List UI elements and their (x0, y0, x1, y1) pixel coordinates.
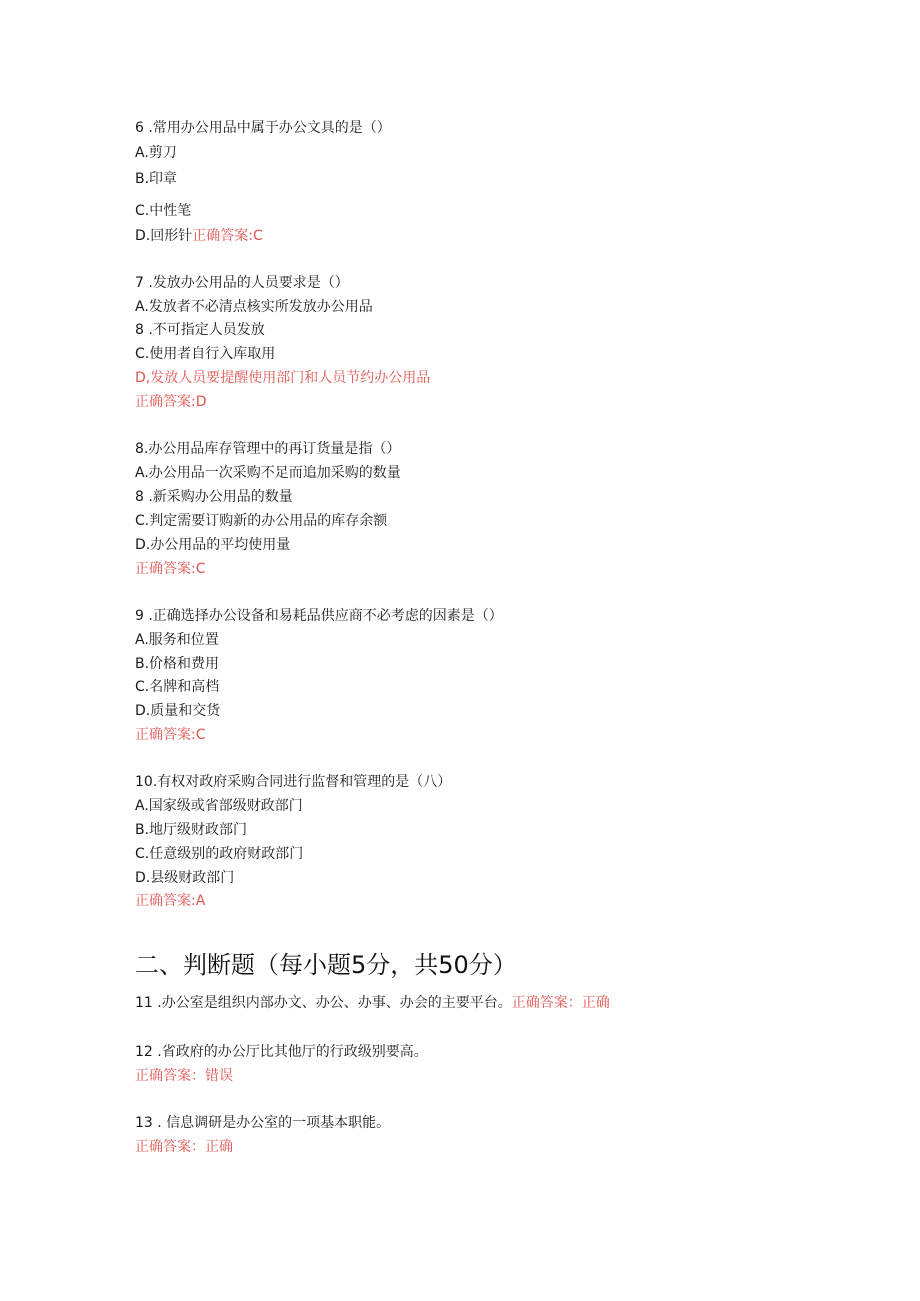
q7-option-b: 8 .不可指定人员发放 (135, 322, 265, 338)
q9-stem: 9 .正确选择办公设备和易耗品供应商不必考虑的因素是（） (135, 608, 503, 624)
q7-option-d: D,发放人员要提醒使用部门和人员节约办公用品 (135, 370, 431, 386)
q13-stem: 13 . 信息调研是办公室的一项基本职能。 (135, 1115, 391, 1131)
q12-stem: 12 .省政府的办公厅比其他厅的行政级别要高。 (135, 1044, 428, 1060)
q10-option-c: C.任意级别的政府财政部门 (135, 846, 304, 862)
q9-option-a: A.服务和位置 (135, 632, 219, 648)
q6-option-c: C.中性笔 (135, 203, 192, 219)
q9-option-c: C.名牌和高档 (135, 679, 220, 695)
q13-answer: 正确答案：正确 (135, 1139, 233, 1155)
q10-answer: 正确答案:A (135, 893, 206, 909)
q8-option-a: A.办公用品一次采购不足而追加采购的数量 (135, 465, 401, 481)
q8-option-c: C.判定需要订购新的办公用品的库存余额 (135, 513, 388, 529)
q8-option-d: D.办公用品的平均使用量 (135, 537, 291, 553)
q7-option-c: C.使用者自行入库取用 (135, 346, 276, 362)
q6-option-d: D.回形针 (135, 228, 193, 244)
q7-answer: 正确答案:D (135, 394, 207, 410)
q9-option-d: D.质量和交货 (135, 703, 221, 719)
q10-stem: 10.有权对政府采购合同进行监督和管理的是（八） (135, 774, 452, 790)
q8-stem: 8.办公用品库存管理中的再订货量是指（） (135, 441, 401, 457)
section-heading: 二、判断题（每小题5分，共50分） (135, 951, 517, 979)
q11-answer: 正确答案：正确 (511, 995, 610, 1011)
q9-answer: 正确答案:C (135, 727, 206, 743)
q6-answer: 正确答案:C (192, 228, 263, 244)
q10-option-d: D.县级财政部门 (135, 870, 235, 886)
q6-stem: 6 .常用办公用品中属于办公文具的是（） (135, 120, 391, 136)
q11-stem: 11 .办公室是组织内部办文、办公、办事、办会的主要平台。 (135, 995, 512, 1011)
q9-option-b: B.价格和费用 (135, 656, 220, 672)
q12-answer: 正确答案：错误 (135, 1068, 233, 1084)
q10-option-a: A.国家级或省部级财政部门 (135, 798, 303, 814)
q6-option-b: B.印章 (135, 171, 178, 187)
q6-option-a: A.剪刀 (135, 145, 177, 161)
q7-stem: 7 .发放办公用品的人员要求是（） (135, 275, 349, 291)
q11-row (135, 993, 610, 1013)
q8-answer: 正确答案:C (135, 561, 206, 577)
q10-option-b: B.地厅级财政部门 (135, 822, 248, 838)
q6-option-d-row (135, 226, 263, 246)
q8-option-b: 8 .新采购办公用品的数量 (135, 489, 293, 505)
q7-option-a: A.发放者不必清点核实所发放办公用品 (135, 299, 373, 315)
